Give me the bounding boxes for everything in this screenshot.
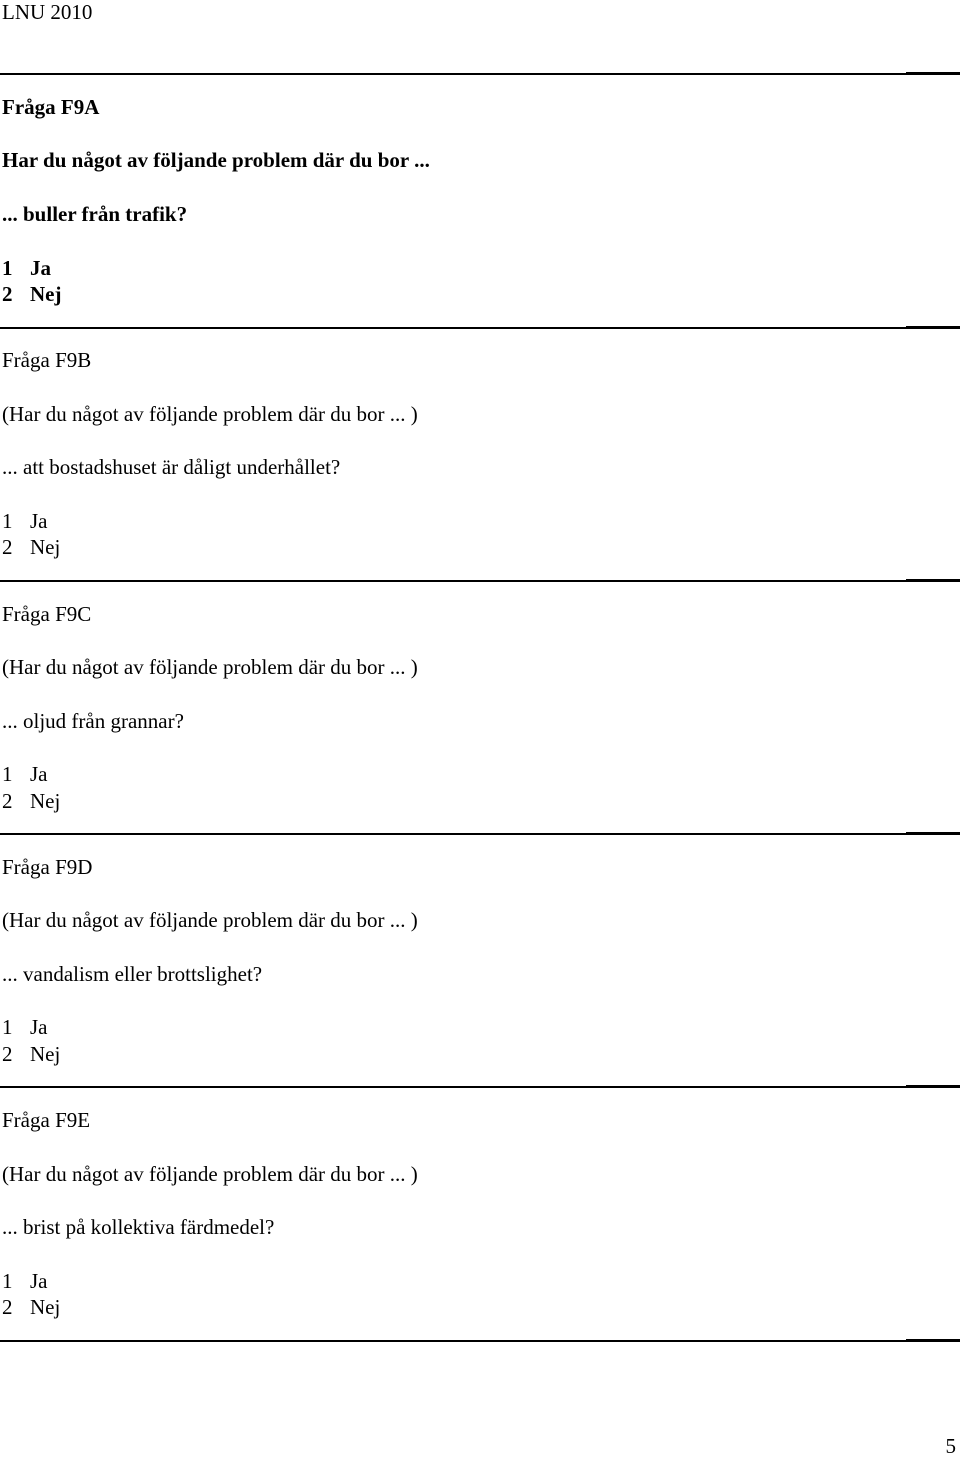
option-number: 2 bbox=[2, 282, 13, 306]
option-number: 2 bbox=[2, 789, 13, 813]
question-intro: (Har du något av följande problem där du bor ... ) bbox=[2, 1162, 418, 1186]
question-intro: (Har du något av följande problem där du bor ... ) bbox=[2, 655, 418, 679]
question-item: ... att bostadshuset är dåligt underhållet? bbox=[2, 455, 341, 479]
section-divider bbox=[0, 1086, 906, 1088]
section-divider-thick bbox=[906, 579, 960, 582]
option-text: Ja bbox=[30, 509, 48, 533]
answer-option-no bbox=[2, 535, 60, 559]
option-text: Nej bbox=[30, 1042, 61, 1066]
question-label: Fråga F9B bbox=[2, 348, 92, 372]
section-divider bbox=[0, 833, 906, 835]
option-number: 1 bbox=[2, 1015, 13, 1039]
answer-option-no bbox=[2, 1295, 60, 1319]
question-intro: Har du något av följande problem där du bor ... bbox=[2, 148, 430, 172]
option-number: 1 bbox=[2, 256, 13, 280]
option-number: 2 bbox=[2, 535, 13, 559]
answer-option-no bbox=[2, 1042, 60, 1066]
option-text: Nej bbox=[30, 789, 61, 813]
section-divider-thick bbox=[906, 326, 960, 329]
section-divider-thick bbox=[906, 1085, 960, 1088]
question-label: Fråga F9E bbox=[2, 1108, 91, 1132]
question-item: ... vandalism eller brottslighet? bbox=[2, 962, 263, 986]
question-item: ... oljud från grannar? bbox=[2, 709, 184, 733]
question-item: ... buller från trafik? bbox=[2, 202, 188, 226]
question-label: Fråga F9A bbox=[2, 95, 100, 119]
answer-option-yes bbox=[2, 256, 51, 280]
option-number: 2 bbox=[2, 1042, 13, 1066]
section-divider bbox=[0, 1340, 906, 1342]
section-divider bbox=[0, 327, 906, 329]
question-intro: (Har du något av följande problem där du bor ... ) bbox=[2, 402, 418, 426]
page-number: 5 bbox=[945, 1434, 956, 1458]
question-label: Fråga F9C bbox=[2, 602, 92, 626]
answer-option-no bbox=[2, 282, 61, 306]
option-number: 1 bbox=[2, 762, 13, 786]
question-intro: (Har du något av följande problem där du bor ... ) bbox=[2, 908, 418, 932]
option-number: 2 bbox=[2, 1295, 13, 1319]
section-divider bbox=[0, 73, 906, 75]
option-text: Ja bbox=[30, 256, 51, 280]
option-text: Nej bbox=[30, 282, 62, 306]
section-divider bbox=[0, 580, 906, 582]
answer-option-yes bbox=[2, 1269, 48, 1293]
answer-option-no bbox=[2, 789, 60, 813]
answer-option-yes bbox=[2, 762, 48, 786]
section-divider-thick bbox=[906, 832, 960, 835]
option-text: Nej bbox=[30, 1295, 61, 1319]
option-text: Ja bbox=[30, 1269, 48, 1293]
question-label: Fråga F9D bbox=[2, 855, 93, 879]
section-divider-thick bbox=[906, 1339, 960, 1342]
document-header: LNU 2010 bbox=[2, 0, 93, 24]
option-text: Ja bbox=[30, 762, 48, 786]
answer-option-yes bbox=[2, 1015, 48, 1039]
option-text: Ja bbox=[30, 1015, 48, 1039]
section-divider-thick bbox=[906, 72, 960, 75]
question-item: ... brist på kollektiva färdmedel? bbox=[2, 1215, 275, 1239]
option-text: Nej bbox=[30, 535, 61, 559]
option-number: 1 bbox=[2, 509, 13, 533]
answer-option-yes bbox=[2, 509, 48, 533]
option-number: 1 bbox=[2, 1269, 13, 1293]
